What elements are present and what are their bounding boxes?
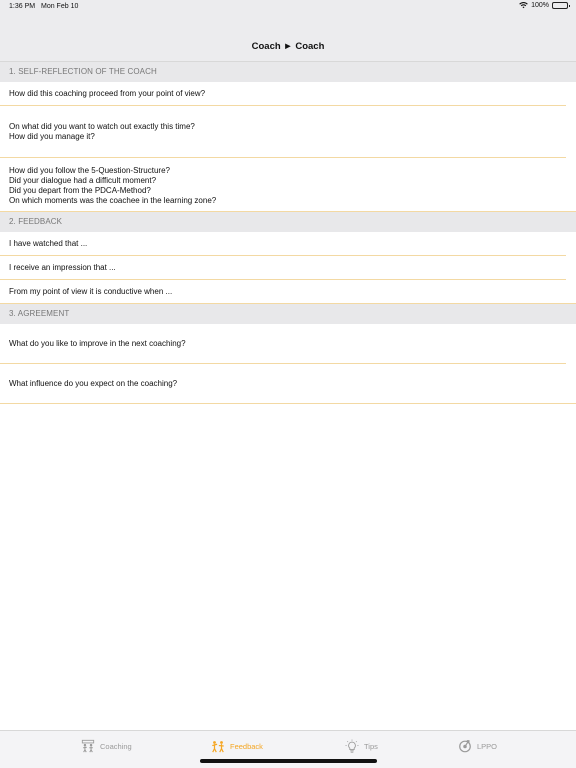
status-bar <box>0 0 576 16</box>
question-text: What influence do you expect on the coaching? <box>9 379 178 388</box>
tab-feedback[interactable] <box>211 739 263 753</box>
statement-text: From my point of view it is conductive when ... <box>9 287 173 296</box>
row-separator <box>0 403 576 404</box>
statement-text: I receive an impression that ... <box>9 263 116 272</box>
status-right <box>519 2 568 9</box>
row-separator <box>0 303 576 304</box>
tab-tips[interactable] <box>345 739 378 753</box>
lppo-icon <box>458 739 472 753</box>
section-header-self-reflection: 1. SELF-REFLECTION OF THE COACH <box>0 62 576 82</box>
tab-label: Tips <box>364 741 378 751</box>
coaching-icon <box>81 739 95 753</box>
list-item[interactable] <box>0 280 576 304</box>
question-text: How did you follow the 5-Question-Structure? Did your dialogue had a difficult moment? Did you depart from the PDCA-Method? On which moments was the coachee in the learning zone? <box>9 166 217 205</box>
battery-percent: 100% <box>531 2 549 9</box>
list-item[interactable] <box>0 82 576 106</box>
tab-coaching[interactable] <box>81 739 132 753</box>
tab-label: Feedback <box>230 741 263 751</box>
tab-lppo[interactable] <box>458 739 497 753</box>
question-text: How did this coaching proceed from your point of view? <box>9 89 206 98</box>
list-item[interactable] <box>0 324 576 364</box>
question-text: On what did you want to watch out exactly this time? How did you manage it? <box>9 122 195 141</box>
tab-label: Coaching <box>100 741 132 751</box>
status-date: Mon Feb 10 <box>41 3 79 10</box>
wifi-icon <box>519 2 528 9</box>
question-text: What do you like to improve in the next coaching? <box>9 339 186 348</box>
list-item[interactable] <box>0 158 576 212</box>
section-header-agreement: 3. AGREEMENT <box>0 304 576 324</box>
feedback-list <box>0 62 576 404</box>
feedback-icon <box>211 739 225 753</box>
navigation-bar <box>0 16 576 62</box>
list-item[interactable] <box>0 232 576 256</box>
section-header-feedback: 2. FEEDBACK <box>0 212 576 232</box>
list-item[interactable] <box>0 364 576 404</box>
lightbulb-icon <box>345 739 359 753</box>
status-time: 1:36 PM <box>9 3 36 10</box>
home-indicator <box>200 759 377 763</box>
row-separator <box>0 211 576 212</box>
page-title: Coach ► Coach <box>251 41 325 52</box>
list-item[interactable] <box>0 106 576 158</box>
list-item[interactable] <box>0 256 576 280</box>
tab-label: LPPO <box>477 741 498 751</box>
statement-text: I have watched that ... <box>9 239 88 248</box>
battery-icon <box>552 2 568 9</box>
